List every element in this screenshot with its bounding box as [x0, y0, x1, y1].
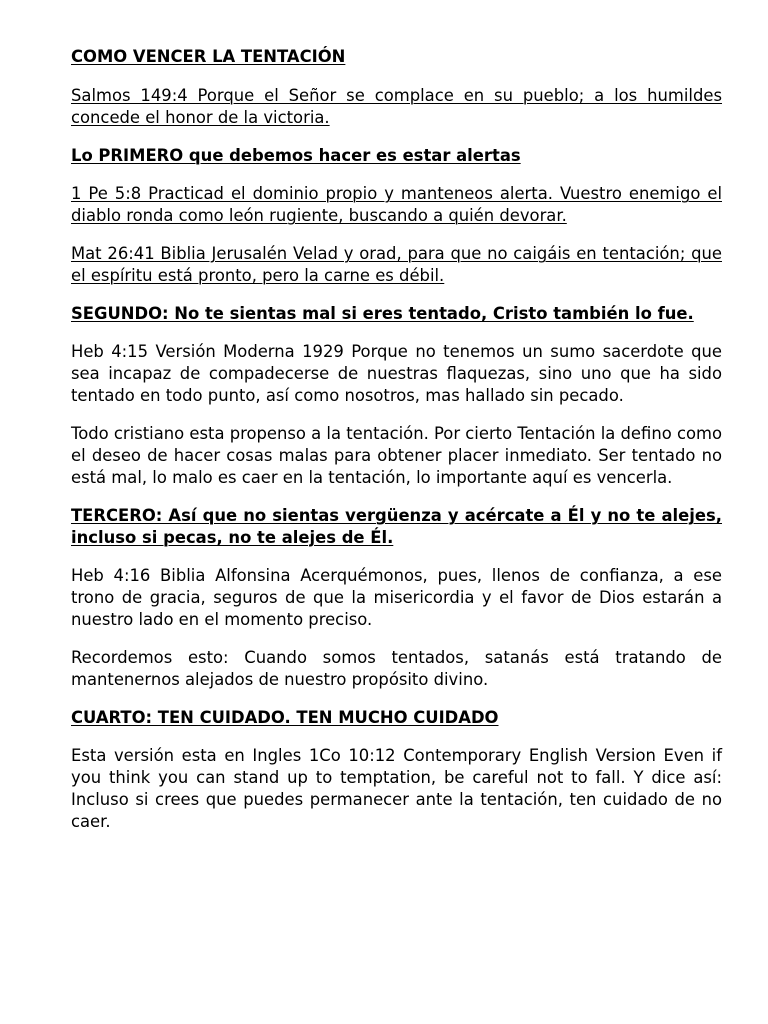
paragraph-tentacion-definicion: Todo cristiano esta propenso a la tentación. Por cierto Tentación la defino como el deseo de hacer cosas malas para obtener placer inmediato. Ser tentado no está mal, lo malo es caer en la tentación, lo importante aquí es vencerla. [71, 424, 722, 487]
scripture-1-pe-5-8: 1 Pe 5:8 Practicad el dominio propio y manteneos alerta. Vuestro enemigo el diablo ronda como león rugiente, buscando a quién devorar. [71, 184, 722, 225]
scripture-mat-26-41: Mat 26:41 Biblia Jerusalén Velad y orad, para que no caigáis en tentación; que el espíritu está pronto, pero la carne es débil. [71, 244, 722, 285]
scripture-salmos-149-4: Salmos 149:4 Porque el Señor se complace en su pueblo; a los humildes concede el honor de la victoria. [71, 86, 722, 127]
document-page [71, 46, 722, 849]
scripture-heb-4-16: Heb 4:16 Biblia Alfonsina Acerquémonos, pues, llenos de confianza, a ese trono de gracia, seguros de que la misericordia y el favor de Dios estarán a nuestro lado en el momento preciso. [71, 566, 722, 629]
scripture-1co-10-12: Esta versión esta en Ingles 1Co 10:12 Contemporary English Version Even if you think you can stand up to temptation, be careful not to fall. Y dice así: Incluso si crees que puedes permanecer ante la tentación, ten cuidado de no caer. [71, 746, 722, 831]
heading-segundo: SEGUNDO: No te sientas mal si eres tentado, Cristo también lo fue. [71, 304, 694, 323]
heading-tercero: TERCERO: Así que no sientas vergüenza y acércate a Él y no te alejes, incluso si pecas, no te alejes de Él. [71, 506, 722, 547]
heading-cuarto: CUARTO: TEN CUIDADO. TEN MUCHO CUIDADO [71, 708, 499, 727]
document-title: COMO VENCER LA TENTACIÓN [71, 47, 346, 66]
paragraph-recordemos: Recordemos esto: Cuando somos tentados, satanás está tratando de mantenernos alejados de nuestro propósito divino. [71, 648, 722, 689]
scripture-heb-4-15: Heb 4:15 Versión Moderna 1929 Porque no tenemos un sumo sacerdote que sea incapaz de compadecerse de nuestras flaquezas, sino uno que ha sido tentado en todo punto, así como nosotros, mas hallado sin pecado. [71, 342, 722, 405]
heading-primero: Lo PRIMERO que debemos hacer es estar alertas [71, 146, 521, 165]
